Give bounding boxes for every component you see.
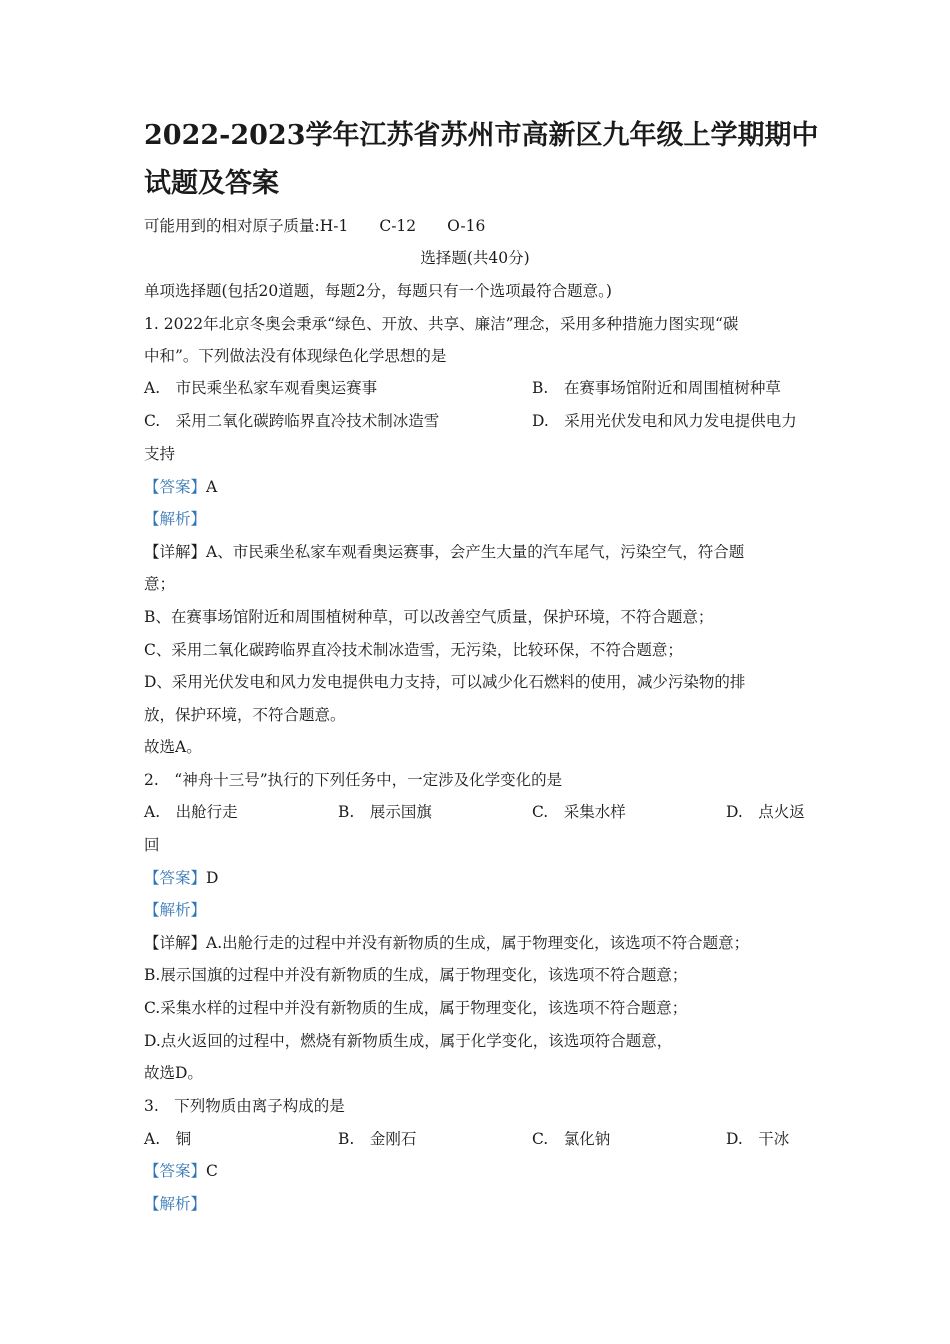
answer-label: 【答案】 xyxy=(144,478,207,496)
q2-option-c: C. 采集水样 xyxy=(532,803,626,821)
q1-stem-line1: 1. 2022年北京冬奥会秉承“绿色、开放、共享、廉洁”理念，采用多种措施力图实现“碳 xyxy=(144,315,739,333)
analysis-label: 【解析】 xyxy=(144,901,207,919)
q1-detail-line6: 放，保护环境，不符合题意。 xyxy=(144,706,346,724)
q3-option-c: C. 氯化钠 xyxy=(532,1130,611,1148)
atomic-mass-line: 可能用到的相对原子质量:H-1 C-12 O-16 xyxy=(144,217,486,235)
q2-detail-line2: B.展示国旗的过程中并没有新物质的生成，属于物理变化，该选项不符合题意； xyxy=(144,966,688,984)
q2-detail-line1 xyxy=(144,932,749,954)
q1-detail-line2: 意； xyxy=(144,575,176,593)
detail-label: 【详解】 xyxy=(144,543,207,561)
answer-label: 【答案】 xyxy=(144,869,207,887)
q2-conclusion: 故选D。 xyxy=(144,1064,203,1082)
q3-option-a: A. 铜 xyxy=(144,1130,192,1148)
q1-answer: A xyxy=(206,478,218,496)
q1-conclusion: 故选A。 xyxy=(144,738,202,756)
q1-stem-line2: 中和”。下列做法没有体现绿色化学思想的是 xyxy=(144,347,447,365)
q1-detail-line3: B、在赛事场馆附近和周围植树种草，可以改善空气质量，保护环境，不符合题意； xyxy=(144,608,714,626)
q1-answer-line xyxy=(144,476,217,498)
analysis-label: 【解析】 xyxy=(144,510,207,528)
instructions: 单项选择题(包括20道题，每题2分，每题只有一个选项最符合题意。) xyxy=(144,282,612,300)
q2-detail-line4: D.点火返回的过程中，燃烧有新物质生成，属于化学变化，该选项符合题意， xyxy=(144,1032,673,1050)
analysis-label: 【解析】 xyxy=(144,1195,207,1213)
q2-option-d-cont: 回 xyxy=(144,836,160,854)
q3-option-d: D. 干冰 xyxy=(726,1130,790,1148)
q2-detail-line3: C.采集水样的过程中并没有新物质的生成，属于物理变化，该选项不符合题意； xyxy=(144,999,688,1017)
q2-answer-line xyxy=(144,867,218,889)
q1-option-c: C. 采用二氧化碳跨临界直冷技术制冰造雪 xyxy=(144,412,440,430)
q2-answer: D xyxy=(206,869,219,887)
q1-detail-line5: D、采用光伏发电和风力发电提供电力支持，可以减少化石燃料的使用，减少污染物的排 xyxy=(144,673,746,691)
q1-detail-line1 xyxy=(144,541,744,563)
q2-detail-text1: A.出舱行走的过程中并没有新物质的生成，属于物理变化，该选项不符合题意； xyxy=(206,934,750,952)
q1-option-d-cont: 支持 xyxy=(144,445,176,463)
q3-answer: C xyxy=(206,1162,218,1180)
section-title: 选择题(共40分) xyxy=(420,249,530,267)
q3-option-b: B. 金刚石 xyxy=(338,1130,417,1148)
q3-answer-line xyxy=(144,1160,218,1182)
q1-detail-line4: C、采用二氧化碳跨临界直冷技术制冰造雪，无污染，比较环保，不符合题意； xyxy=(144,641,683,659)
q2-option-a: A. 出舱行走 xyxy=(144,803,238,821)
q3-analysis-line xyxy=(144,1193,206,1215)
q1-option-b: B. 在赛事场馆附近和周围植树种草 xyxy=(532,379,781,397)
q1-option-a: A. 市民乘坐私家车观看奥运赛事 xyxy=(144,379,378,397)
q2-analysis-line xyxy=(144,899,206,921)
q1-option-d: D. 采用光伏发电和风力发电提供电力 xyxy=(532,412,797,430)
document-title: 2022-2023学年江苏省苏州市高新区九年级上学期期中试题及答案 xyxy=(144,120,819,199)
q2-stem: 2. “神舟十三号”执行的下列任务中，一定涉及化学变化的是 xyxy=(144,771,563,789)
q1-analysis-line xyxy=(144,508,206,530)
q1-detail-text1: A、市民乘坐私家车观看奥运赛事，会产生大量的汽车尾气，污染空气，符合题 xyxy=(206,543,745,561)
q3-stem: 3. 下列物质由离子构成的是 xyxy=(144,1097,345,1115)
answer-label: 【答案】 xyxy=(144,1162,207,1180)
q2-option-b: B. 展示国旗 xyxy=(338,803,432,821)
q2-option-d: D. 点火返 xyxy=(726,803,805,821)
detail-label: 【详解】 xyxy=(144,934,207,952)
